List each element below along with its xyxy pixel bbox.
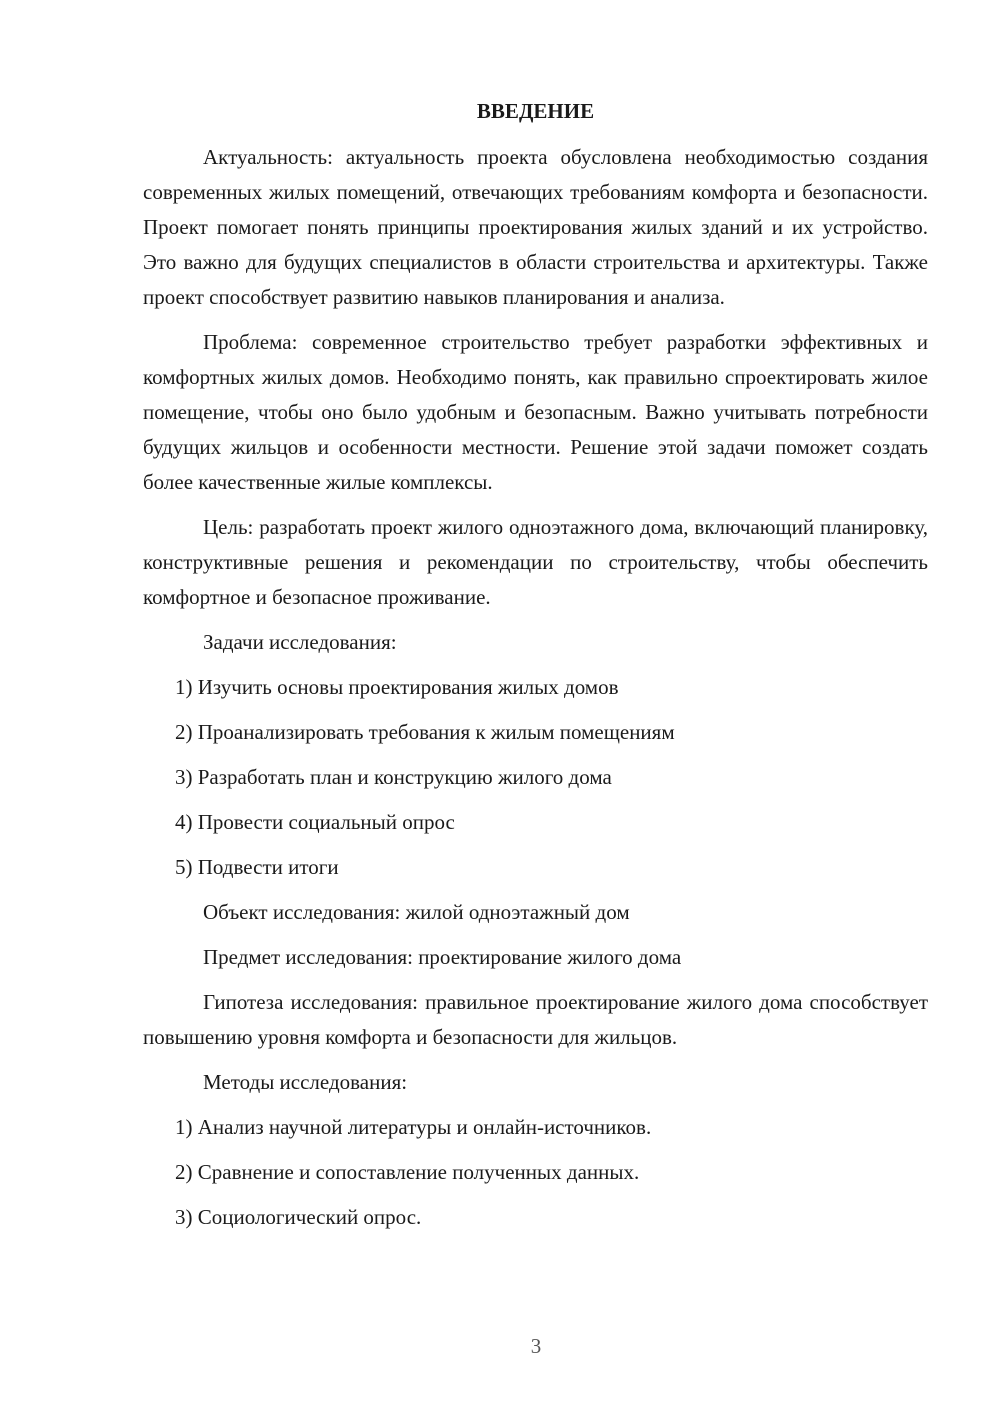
task-item: 5) Подвести итоги bbox=[175, 855, 339, 879]
goal-paragraph: Цель: разработать проект жилого одноэтажного дома, включающий планировку, конструктивные решения и рекомендации по строительству, чтобы обеспечить комфортное и безопасное проживание. bbox=[143, 515, 928, 609]
research-hypothesis: Гипотеза исследования: правильное проектирование жилого дома способствует повышению уровня комфорта и безопасности для жильцов. bbox=[143, 990, 928, 1049]
task-item: 3) Разработать план и конструкцию жилого дома bbox=[175, 765, 612, 789]
page-number: 3 bbox=[530, 1334, 542, 1358]
task-item: 2) Проанализировать требования к жилым помещениям bbox=[175, 720, 675, 744]
tasks-list bbox=[143, 670, 928, 885]
methods-heading: Методы исследования: bbox=[203, 1070, 408, 1094]
task-item: 4) Провести социальный опрос bbox=[175, 810, 455, 834]
method-item: 1) Анализ научной литературы и онлайн-источников. bbox=[175, 1115, 652, 1139]
task-item: 1) Изучить основы проектирования жилых домов bbox=[175, 675, 619, 699]
relevance-paragraph: Актуальность: актуальность проекта обусловлена необходимостью создания современных жилых помещений, отвечающих требованиям комфорта и безопасности. Проект помогает понять принципы проектирования жилых зданий и их устройство. Это важно для будущих специалистов в области строительства и архитектуры. Также проект способствует развитию навыков планирования и анализа. bbox=[143, 145, 928, 309]
section-title: ВВЕДЕНИЕ bbox=[476, 99, 595, 123]
problem-paragraph: Проблема: современное строительство требует разработки эффективных и комфортных жилых домов. Необходимо понять, как правильно спроектировать жилое помещение, чтобы оно было удобным и безопасным. Важно учитывать потребности будущих жильцов и особенности местности. Решение этой задачи поможет создать более качественные жилые комплексы. bbox=[143, 330, 928, 494]
research-object: Объект исследования: жилой одноэтажный дом bbox=[203, 900, 630, 924]
page-content bbox=[143, 95, 928, 1245]
tasks-heading: Задачи исследования: bbox=[203, 630, 397, 654]
research-subject: Предмет исследования: проектирование жилого дома bbox=[203, 945, 682, 969]
method-item: 2) Сравнение и сопоставление полученных данных. bbox=[175, 1160, 640, 1184]
method-item: 3) Социологический опрос. bbox=[175, 1205, 422, 1229]
methods-list bbox=[143, 1110, 928, 1235]
